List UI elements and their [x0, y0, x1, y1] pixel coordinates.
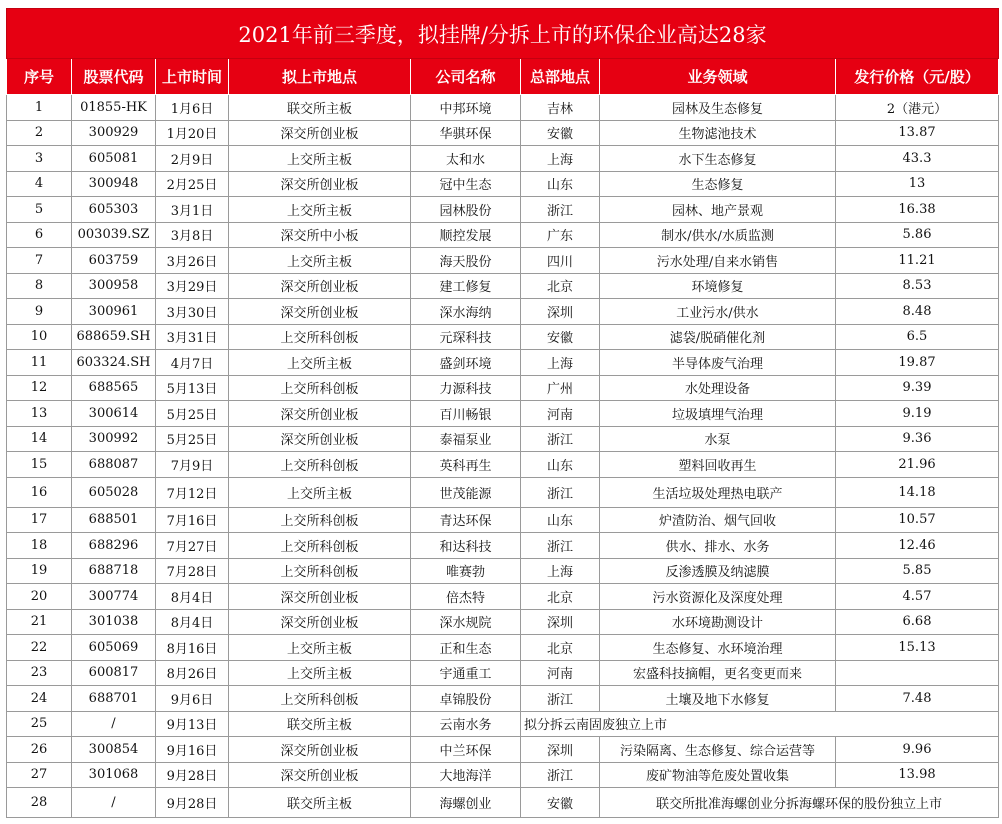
- cell-name: 建工修复: [411, 273, 521, 299]
- table-row: [7, 197, 999, 223]
- cell-hq: 上海: [521, 558, 600, 584]
- table-row: [7, 558, 999, 584]
- table-row: [7, 660, 999, 686]
- cell-venue: 上交所科创板: [229, 507, 411, 533]
- cell-venue: 深交所创业板: [229, 426, 411, 452]
- cell-date: 9月13日: [156, 711, 229, 737]
- cell-name: 百川畅银: [411, 401, 521, 427]
- cell-hq: 山东: [521, 171, 600, 197]
- cell-business: 炉渣防治、烟气回收: [600, 507, 836, 533]
- table-row: [7, 171, 999, 197]
- header-code: 股票代码: [72, 59, 156, 95]
- header-no: 序号: [7, 59, 72, 95]
- cell-date: 3月29日: [156, 273, 229, 299]
- cell-hq: 山东: [521, 507, 600, 533]
- cell-price: 21.96: [836, 452, 999, 478]
- cell-venue: 上交所主板: [229, 248, 411, 274]
- cell-date: 3月31日: [156, 324, 229, 350]
- cell-business: 水环境勘测设计: [600, 609, 836, 635]
- cell-hq: 深圳: [521, 737, 600, 763]
- title-row: [7, 9, 999, 59]
- cell-code: 003039.SZ: [72, 222, 156, 248]
- cell-note: 拟分拆云南固废独立上市: [521, 711, 999, 737]
- cell-no: 27: [7, 762, 72, 788]
- cell-no: 16: [7, 477, 72, 507]
- cell-price: 5.85: [836, 558, 999, 584]
- header-venue: 拟上市地点: [229, 59, 411, 95]
- cell-venue: 深交所创业板: [229, 762, 411, 788]
- cell-code: 605028: [72, 477, 156, 507]
- cell-no: 21: [7, 609, 72, 635]
- cell-business: 污染隔离、生态修复、综合运营等: [600, 737, 836, 763]
- cell-venue: 深交所创业板: [229, 401, 411, 427]
- cell-no: 13: [7, 401, 72, 427]
- cell-date: 8月26日: [156, 660, 229, 686]
- table-row: [7, 477, 999, 507]
- cell-price: 16.38: [836, 197, 999, 223]
- cell-venue: 上交所科创板: [229, 533, 411, 559]
- cell-venue: 深交所中小板: [229, 222, 411, 248]
- cell-note: 联交所批准海螺创业分拆海螺环保的股份独立上市: [600, 788, 999, 818]
- cell-code: 688501: [72, 507, 156, 533]
- table-row: [7, 635, 999, 661]
- cell-price: 8.48: [836, 299, 999, 325]
- cell-code: 605069: [72, 635, 156, 661]
- cell-name: 华骐环保: [411, 120, 521, 146]
- cell-code: 301038: [72, 609, 156, 635]
- table-row: [7, 350, 999, 376]
- cell-venue: 上交所主板: [229, 660, 411, 686]
- cell-date: 5月25日: [156, 401, 229, 427]
- table-row: [7, 248, 999, 274]
- cell-no: 23: [7, 660, 72, 686]
- cell-business: 制水/供水/水质监测: [600, 222, 836, 248]
- cell-venue: 上交所主板: [229, 197, 411, 223]
- cell-name: 卓锦股份: [411, 686, 521, 712]
- cell-venue: 深交所创业板: [229, 273, 411, 299]
- cell-name: 顺控发展: [411, 222, 521, 248]
- cell-name: 中邦环境: [411, 95, 521, 121]
- cell-business: 污水资源化及深度处理: [600, 584, 836, 610]
- cell-date: 7月28日: [156, 558, 229, 584]
- cell-date: 9月6日: [156, 686, 229, 712]
- cell-name: 唯赛勃: [411, 558, 521, 584]
- header-name: 公司名称: [411, 59, 521, 95]
- cell-business: 塑料回收再生: [600, 452, 836, 478]
- cell-name: 英科再生: [411, 452, 521, 478]
- cell-no: 2: [7, 120, 72, 146]
- cell-hq: 广州: [521, 375, 600, 401]
- cell-venue: 深交所创业板: [229, 171, 411, 197]
- cell-price: [836, 660, 999, 686]
- cell-code: 300854: [72, 737, 156, 763]
- cell-hq: 浙江: [521, 762, 600, 788]
- cell-business: 环境修复: [600, 273, 836, 299]
- table-row: [7, 324, 999, 350]
- cell-date: 3月26日: [156, 248, 229, 274]
- cell-no: 20: [7, 584, 72, 610]
- cell-no: 7: [7, 248, 72, 274]
- cell-venue: 深交所创业板: [229, 609, 411, 635]
- cell-code: 688659.SH: [72, 324, 156, 350]
- cell-hq: 浙江: [521, 197, 600, 223]
- cell-business: 垃圾填埋气治理: [600, 401, 836, 427]
- cell-name: 云南水务: [411, 711, 521, 737]
- cell-code: 300992: [72, 426, 156, 452]
- cell-name: 中兰环保: [411, 737, 521, 763]
- table-row: [7, 299, 999, 325]
- cell-date: 9月16日: [156, 737, 229, 763]
- cell-venue: 深交所创业板: [229, 120, 411, 146]
- cell-business: 生活垃圾处理热电联产: [600, 477, 836, 507]
- cell-no: 3: [7, 146, 72, 172]
- cell-price: 15.13: [836, 635, 999, 661]
- table-row: [7, 609, 999, 635]
- table-row: [7, 533, 999, 559]
- cell-no: 12: [7, 375, 72, 401]
- table-row: [7, 788, 999, 818]
- cell-name: 青达环保: [411, 507, 521, 533]
- cell-code: 688296: [72, 533, 156, 559]
- cell-business: 园林、地产景观: [600, 197, 836, 223]
- cell-no: 4: [7, 171, 72, 197]
- cell-no: 25: [7, 711, 72, 737]
- cell-no: 6: [7, 222, 72, 248]
- cell-venue: 联交所主板: [229, 711, 411, 737]
- cell-price: 9.39: [836, 375, 999, 401]
- cell-hq: 北京: [521, 273, 600, 299]
- cell-business: 宏盛科技摘帽，更名变更而来: [600, 660, 836, 686]
- header-price: 发行价格（元/股）: [836, 59, 999, 95]
- table-row: [7, 95, 999, 121]
- cell-price: 13.98: [836, 762, 999, 788]
- cell-no: 8: [7, 273, 72, 299]
- cell-no: 18: [7, 533, 72, 559]
- cell-code: 688087: [72, 452, 156, 478]
- cell-hq: 广东: [521, 222, 600, 248]
- cell-no: 19: [7, 558, 72, 584]
- cell-business: 供水、排水、水务: [600, 533, 836, 559]
- cell-venue: 上交所科创板: [229, 558, 411, 584]
- cell-price: 9.96: [836, 737, 999, 763]
- cell-name: 大地海洋: [411, 762, 521, 788]
- table-row: [7, 375, 999, 401]
- cell-no: 14: [7, 426, 72, 452]
- cell-price: 11.21: [836, 248, 999, 274]
- header-row: [7, 59, 999, 95]
- cell-name: 力源科技: [411, 375, 521, 401]
- cell-date: 2月25日: [156, 171, 229, 197]
- cell-name: 海天股份: [411, 248, 521, 274]
- cell-code: 300929: [72, 120, 156, 146]
- cell-business: 工业污水/供水: [600, 299, 836, 325]
- table-row: [7, 146, 999, 172]
- cell-venue: 深交所创业板: [229, 299, 411, 325]
- cell-hq: 浙江: [521, 533, 600, 559]
- cell-date: 8月16日: [156, 635, 229, 661]
- ipo-table-container: [6, 8, 998, 818]
- cell-name: 宇通重工: [411, 660, 521, 686]
- cell-hq: 浙江: [521, 686, 600, 712]
- cell-name: 倍杰特: [411, 584, 521, 610]
- cell-hq: 北京: [521, 635, 600, 661]
- cell-venue: 深交所创业板: [229, 737, 411, 763]
- cell-name: 冠中生态: [411, 171, 521, 197]
- cell-name: 和达科技: [411, 533, 521, 559]
- table-row: [7, 401, 999, 427]
- cell-code: /: [72, 711, 156, 737]
- table-row: [7, 686, 999, 712]
- cell-code: /: [72, 788, 156, 818]
- cell-name: 园林股份: [411, 197, 521, 223]
- table-row: [7, 584, 999, 610]
- cell-no: 15: [7, 452, 72, 478]
- cell-hq: 深圳: [521, 609, 600, 635]
- cell-no: 11: [7, 350, 72, 376]
- cell-price: 9.36: [836, 426, 999, 452]
- cell-no: 10: [7, 324, 72, 350]
- cell-date: 7月12日: [156, 477, 229, 507]
- cell-no: 9: [7, 299, 72, 325]
- cell-venue: 深交所创业板: [229, 584, 411, 610]
- table-title: 2021年前三季度，拟挂牌/分拆上市的环保企业高达28家: [7, 9, 999, 59]
- cell-date: 5月25日: [156, 426, 229, 452]
- cell-code: 01855-HK: [72, 95, 156, 121]
- cell-hq: 河南: [521, 660, 600, 686]
- cell-venue: 上交所主板: [229, 635, 411, 661]
- cell-business: 废矿物油等危废处置收集: [600, 762, 836, 788]
- cell-business: 水下生态修复: [600, 146, 836, 172]
- cell-venue: 上交所主板: [229, 146, 411, 172]
- cell-code: 300774: [72, 584, 156, 610]
- cell-date: 7月9日: [156, 452, 229, 478]
- cell-code: 600817: [72, 660, 156, 686]
- cell-business: 生态修复、水环境治理: [600, 635, 836, 661]
- cell-no: 1: [7, 95, 72, 121]
- cell-hq: 吉林: [521, 95, 600, 121]
- cell-price: 19.87: [836, 350, 999, 376]
- cell-price: 43.3: [836, 146, 999, 172]
- cell-business: 反渗透膜及纳滤膜: [600, 558, 836, 584]
- cell-date: 9月28日: [156, 762, 229, 788]
- cell-code: 605081: [72, 146, 156, 172]
- cell-business: 生态修复: [600, 171, 836, 197]
- cell-name: 世茂能源: [411, 477, 521, 507]
- cell-hq: 浙江: [521, 477, 600, 507]
- cell-business: 污水处理/自来水销售: [600, 248, 836, 274]
- table-body: [7, 95, 999, 818]
- cell-price: 6.5: [836, 324, 999, 350]
- ipo-table: [6, 8, 999, 818]
- cell-venue: 上交所主板: [229, 477, 411, 507]
- cell-venue: 联交所主板: [229, 788, 411, 818]
- cell-name: 深水规院: [411, 609, 521, 635]
- cell-name: 深水海纳: [411, 299, 521, 325]
- cell-name: 盛剑环境: [411, 350, 521, 376]
- cell-price: 6.68: [836, 609, 999, 635]
- cell-code: 688565: [72, 375, 156, 401]
- cell-hq: 深圳: [521, 299, 600, 325]
- cell-business: 土壤及地下水修复: [600, 686, 836, 712]
- cell-date: 1月20日: [156, 120, 229, 146]
- header-date: 上市时间: [156, 59, 229, 95]
- cell-date: 8月4日: [156, 609, 229, 635]
- cell-business: 水泵: [600, 426, 836, 452]
- cell-hq: 安徽: [521, 788, 600, 818]
- table-row: [7, 273, 999, 299]
- cell-code: 301068: [72, 762, 156, 788]
- cell-hq: 山东: [521, 452, 600, 478]
- cell-date: 4月7日: [156, 350, 229, 376]
- cell-date: 7月16日: [156, 507, 229, 533]
- cell-hq: 河南: [521, 401, 600, 427]
- cell-venue: 上交所科创板: [229, 324, 411, 350]
- cell-no: 22: [7, 635, 72, 661]
- header-business: 业务领域: [600, 59, 836, 95]
- cell-hq: 北京: [521, 584, 600, 610]
- cell-code: 605303: [72, 197, 156, 223]
- cell-code: 603759: [72, 248, 156, 274]
- cell-code: 688718: [72, 558, 156, 584]
- cell-hq: 上海: [521, 146, 600, 172]
- table-row: [7, 762, 999, 788]
- cell-date: 3月30日: [156, 299, 229, 325]
- cell-business: 园林及生态修复: [600, 95, 836, 121]
- table-row: [7, 507, 999, 533]
- table-row: [7, 120, 999, 146]
- header-hq: 总部地点: [521, 59, 600, 95]
- cell-date: 9月28日: [156, 788, 229, 818]
- cell-date: 3月1日: [156, 197, 229, 223]
- cell-price: 8.53: [836, 273, 999, 299]
- cell-price: 12.46: [836, 533, 999, 559]
- cell-no: 24: [7, 686, 72, 712]
- cell-date: 8月4日: [156, 584, 229, 610]
- cell-name: 正和生态: [411, 635, 521, 661]
- cell-no: 17: [7, 507, 72, 533]
- cell-business: 半导体废气治理: [600, 350, 836, 376]
- cell-venue: 上交所科创板: [229, 452, 411, 478]
- cell-date: 3月8日: [156, 222, 229, 248]
- cell-no: 26: [7, 737, 72, 763]
- table-row: [7, 452, 999, 478]
- cell-venue: 上交所科创板: [229, 375, 411, 401]
- cell-business: 生物滤池技术: [600, 120, 836, 146]
- cell-code: 688701: [72, 686, 156, 712]
- cell-hq: 安徽: [521, 324, 600, 350]
- cell-code: 300948: [72, 171, 156, 197]
- cell-hq: 安徽: [521, 120, 600, 146]
- cell-price: 5.86: [836, 222, 999, 248]
- cell-price: 2（港元）: [836, 95, 999, 121]
- cell-date: 7月27日: [156, 533, 229, 559]
- cell-price: 9.19: [836, 401, 999, 427]
- cell-name: 海螺创业: [411, 788, 521, 818]
- table-row: [7, 737, 999, 763]
- cell-date: 5月13日: [156, 375, 229, 401]
- cell-venue: 上交所主板: [229, 350, 411, 376]
- cell-code: 300614: [72, 401, 156, 427]
- cell-business: 滤袋/脱硝催化剂: [600, 324, 836, 350]
- cell-price: 13: [836, 171, 999, 197]
- cell-name: 元琛科技: [411, 324, 521, 350]
- cell-price: 13.87: [836, 120, 999, 146]
- cell-date: 2月9日: [156, 146, 229, 172]
- cell-no: 28: [7, 788, 72, 818]
- cell-name: 太和水: [411, 146, 521, 172]
- cell-business: 水处理设备: [600, 375, 836, 401]
- cell-code: 603324.SH: [72, 350, 156, 376]
- cell-hq: 四川: [521, 248, 600, 274]
- cell-price: 7.48: [836, 686, 999, 712]
- cell-name: 泰福泵业: [411, 426, 521, 452]
- cell-code: 300961: [72, 299, 156, 325]
- table-row: [7, 711, 999, 737]
- table-row: [7, 222, 999, 248]
- cell-price: 10.57: [836, 507, 999, 533]
- cell-price: 14.18: [836, 477, 999, 507]
- table-row: [7, 426, 999, 452]
- cell-hq: 浙江: [521, 426, 600, 452]
- cell-venue: 联交所主板: [229, 95, 411, 121]
- cell-code: 300958: [72, 273, 156, 299]
- cell-price: 4.57: [836, 584, 999, 610]
- cell-date: 1月6日: [156, 95, 229, 121]
- cell-hq: 上海: [521, 350, 600, 376]
- cell-no: 5: [7, 197, 72, 223]
- cell-venue: 上交所科创板: [229, 686, 411, 712]
